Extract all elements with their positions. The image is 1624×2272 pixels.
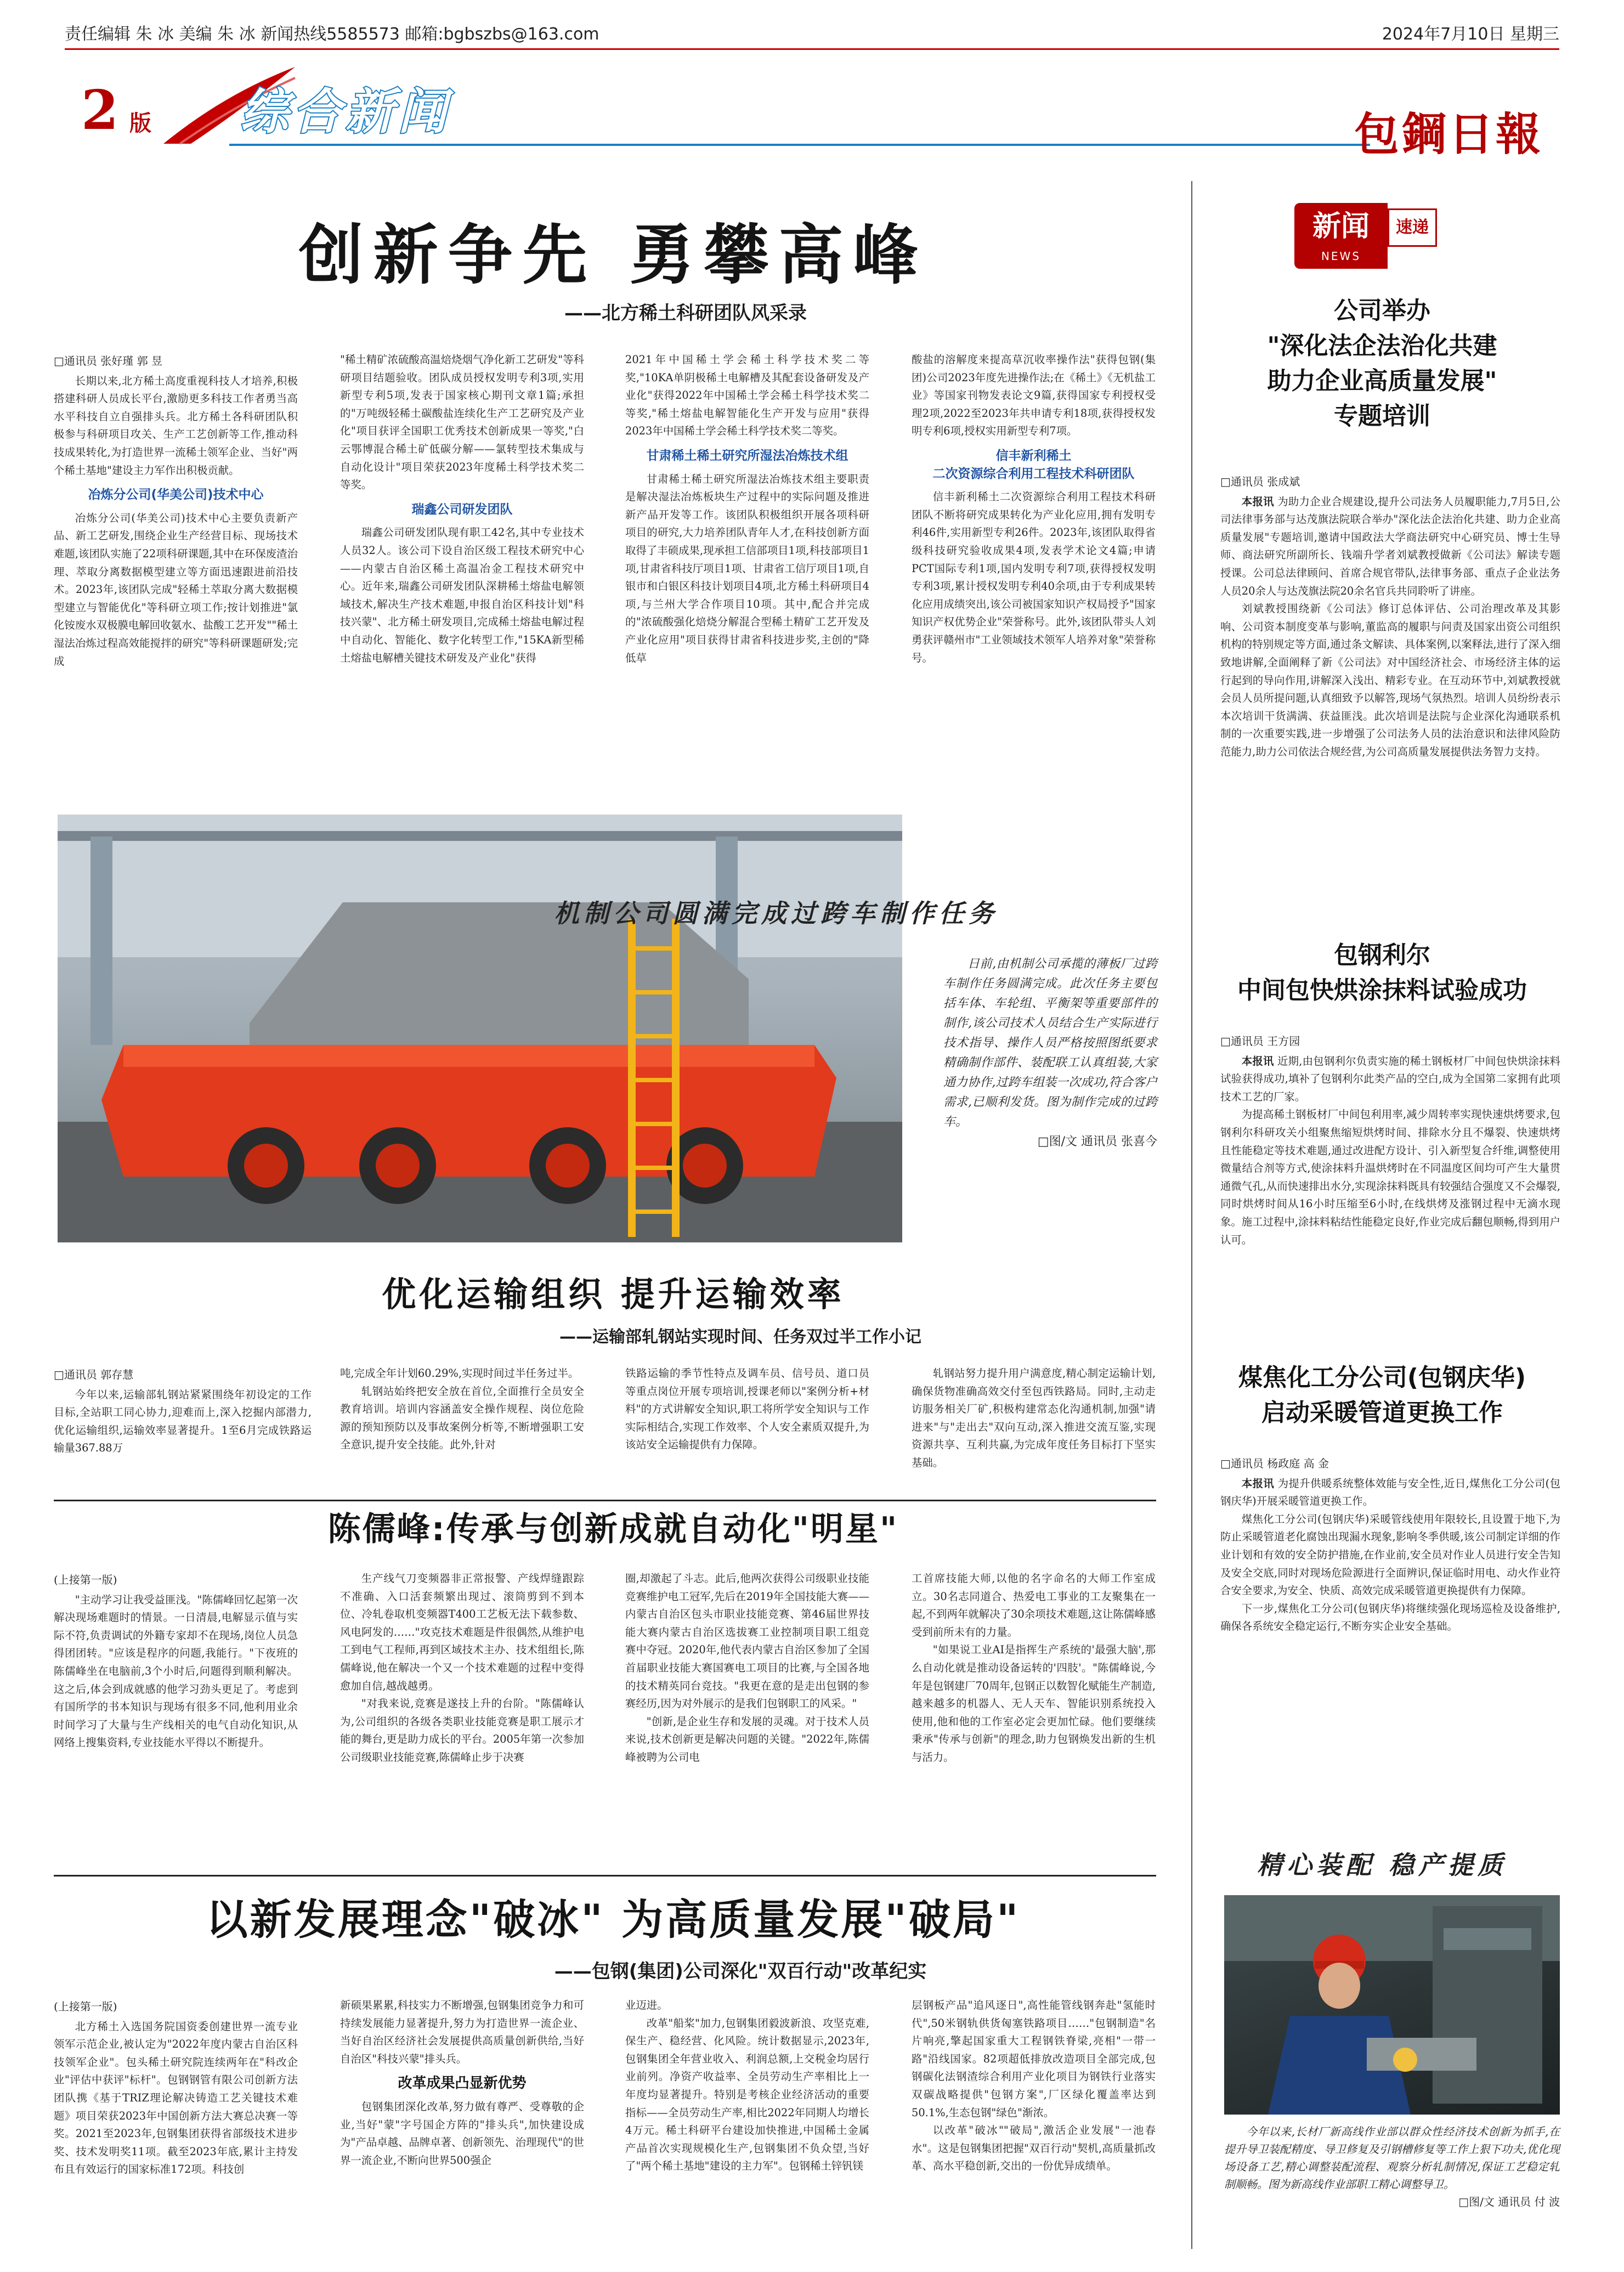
article1-col1 xyxy=(54,351,298,670)
paragraph: 轧钢站始终把安全放在首位,全面推行全员安全教育培训。培训内容涵盖安全操作规程、岗位危险源的预知预防以及事故案例分析等,不断增强职工安全意识,提升安全技能。此外,针对 xyxy=(340,1384,584,1451)
section-divider xyxy=(54,1875,1156,1877)
transfer-car-illustration xyxy=(58,815,902,1242)
paragraph: "如果说工业AI是指挥生产系统的'最强大脑',那么自动化就是推动设备运转的'四肢'。"陈儒峰说,今年是包钢建厂70周年,包钢正以数智化赋能生产制造,越来越多的机器人、无人天车、智能识别系统投入使用,他和他的工作室必定会更加忙碌。他们要继续秉承"传承与创新"的理念,助力包钢焕发出新的生机与活力。 xyxy=(912,1643,1156,1764)
article3-col3 xyxy=(625,1570,869,1767)
paragraph: "对我来说,竞赛是遂技上升的台阶。"陈儒峰认为,公司组织的各级各类职业技能竞赛是职工展示才能的舞台,更是助力成长的平台。2005年第一次参加公司级职业技能竞赛,陈儒峰止步于决赛 xyxy=(340,1697,584,1764)
paragraph: 今年以来,运输部轧钢站紧紧围绕年初设定的工作目标,全站职工同心协力,迎难而上,深入挖掘内部潜力,优化运输组织,运输效率显著提升。1至6月完成铁路运输量367.88万 xyxy=(54,1388,312,1455)
newspaper-logo: 包鋼日報 xyxy=(1354,108,1543,161)
paragraph: 2021年中国稀土学会稀土科学技术奖二等奖,"10KA单阴极稀土电解槽及其配套设备研发及产业化"获得2022年中国稀土学会稀土科学技术奖二等奖,"稀土熔盐电解智能化生产开发与应用"获得2023年中国稀土学会稀土科学技术奖二等奖。 xyxy=(625,353,869,438)
side-story2-title-line: 包钢利尔 xyxy=(1334,941,1430,969)
paragraph: 新硕果累累,科技实力不断增强,包钢集团竞争力和可持续发展能力显著提升,努力为打造世界一流企业、当好自治区经济社会发展提供高质量创新供给,当好自治区"科技兴蒙"排头兵。 xyxy=(340,1999,584,2065)
section-banner xyxy=(65,61,1559,161)
side-story1-title-line: 专题培训 xyxy=(1334,402,1430,430)
side-story2-byline: □通讯员 王方园 xyxy=(1220,1035,1300,1048)
article3-continued: (上接第一版) xyxy=(54,1573,117,1586)
news-en-label: NEWS xyxy=(1321,250,1361,263)
article3-col1 xyxy=(54,1570,298,1752)
article4-col2 xyxy=(340,1997,584,2169)
side-story1-body: □通讯员 张成斌 本报讯 为助力企业合规建设,提升公司法务人员履职能力,7月5日,公司法律事务部与达茂旗法院联合举办"深化法企法治化共建、助力企业高质量发展"专题培训,邀请中国政法大学商法研究中心研究员、博士生导师、商法研究所副所长、钱端升学者刘斌教授做新《公司法》解读专题授课。公司总法律顾问、首席合规官带队,法律事务部、重点子企业法务人员20余人与达茂旗法院20余名官兵共同聆听了讲座。 刘斌教授围绕新《公司法》修订总体评估、公司治理改革及其影响、公司资本制度变革与影响,董监高的履职与问责及国家出资公司组织机构的特别规定等方面,通过条文解读、具体案例,以案释法,进行了深入细致地讲解,全面阐释了新《公司法》对中国经济社会、市场经济主体的运行起到的导向作用,讲解深入浅出、精彩专业。在互动环节中,刘斌教授就会员人员所提问题,认真细致予以解答,现场气氛热烈。培训人员纷纷表示本次培训干货满满、获益匪浅。此次培训是法院与企业深化沟通联系机制的一次重要实践,进一步增强了公司法务人员的法治意识和法律风险防范能力,助力公司依法合规经营,为公司高质量发展提供法务智力支持。 xyxy=(1220,472,1560,761)
photo2-credit: □图/文 通讯员 付 波 xyxy=(1458,2195,1560,2208)
news-label: 新闻 xyxy=(1294,203,1388,269)
side-story2-body: □通讯员 王方园 本报讯 近期,由包钢利尔负责实施的稀土钢板材厂中间包快烘涂抹料试验获得成功,填补了包钢利尔此类产品的空白,成为全国第二家拥有此项技术工艺的厂家。 为提高稀土钢板材厂中间包利用率,减少周转率实现快速烘烤要求,包钢利尔科研攻关小组聚焦缩短烘烤时间、排除水分且不爆裂、快速烘烤且性能稳定等技术难题,通过改进配方设计、引入新型复合纤维,调整使用微量结合剂等方式,使涂抹料升温烘烤时在不同温度区间均可产生大量贯通微气孔,从而快速排出水分,实现涂抹料既具有较强结合强度又不会爆裂,同时烘烤时间从16小时压缩至6小时,在线烘烤及涨钢过程中无滴水现象。施工过程中,涂抹料粘结性能稳定良好,作业完成后翻包顺畅,得到用户认可。 xyxy=(1220,1031,1560,1249)
header-divider xyxy=(65,48,1559,50)
photo-worker-adjusting xyxy=(1224,1895,1560,2115)
paragraph: 下一步,煤焦化工分公司(包钢庆华)将继续强化现场巡检及设备维护,确保各系统安全稳定运行,不断夯实企业安全基础。 xyxy=(1220,1602,1560,1633)
paragraph: 铁路运输的季节性特点及调车员、信号员、道口员等重点岗位开展专项培训,授课老师以"案例分析+材料"的方式讲解安全知识,职工将所学安全知识与工作实际相结合,实现工作效率、个人安全素质双提升,为该站安全运输提供有力保障。 xyxy=(625,1367,869,1451)
article3-col2 xyxy=(340,1570,584,1767)
article2-col3 xyxy=(625,1365,869,1454)
section-divider xyxy=(54,1500,1156,1501)
header-bar xyxy=(65,22,1559,44)
photo2-caption: 今年以来,长材厂新高线作业部以群众性经济技术创新为抓手,在提升导卫装配精度、导卫修复及引钢槽修复等工作上狠下功夫,优化现场设备工艺,精心调整装配流程、观察分析轧制情况,保证工艺稳定轧制顺畅。图为新高线作业部职工精心调整导卫。 xyxy=(1224,2125,1560,2191)
article3-title: 陈儒峰:传承与创新成就自动化"明星" xyxy=(327,1510,899,1548)
photo2-caption-box xyxy=(1224,2123,1560,2211)
side-story2-title-line: 中间包快烘涂抹料试验成功 xyxy=(1237,976,1527,1004)
article4-subtitle: ——包钢(集团)公司深化"双百行动"改革纪实 xyxy=(554,1960,927,1982)
article4-title: 以新发展理念"破冰" 为高质量发展"破局" xyxy=(206,1895,1021,1944)
paragraph: 为提升供暖系统整体效能与安全性,近日,煤焦化工分公司(包钢庆华)开展采暖管道更换工作。 xyxy=(1220,1477,1560,1508)
paragraph: 为提高稀土钢板材厂中间包利用率,减少周转率实现快速烘烤要求,包钢利尔科研攻关小组聚焦缩短烘烤时间、排除水分且不爆裂、快速烘烤且性能稳定等技术难题,通过改进配方设计、引入新型复合纤维,调整使用微量结合剂等方式,使涂抹料升温烘烤时在不同温度区间均可产生大量贯通微气孔,从而快速排出水分,实现涂抹料既具有较强结合强度又不会爆裂,同时烘烤时间从16小时压缩至6小时,在线烘烤及涨钢过程中无滴水现象。施工过程中,涂抹料粘结性能稳定良好,作业完成后翻包顺畅,得到用户认可。 xyxy=(1220,1108,1560,1246)
paragraph: 以改革"破冰""破局",激活企业发展"一池春水"。这是包钢集团把握"双百行动"契机,高质量抓改革、高水平稳创新,交出的一份优异成绩单。 xyxy=(912,2124,1156,2173)
header-date: 2024年7月10日 星期三 xyxy=(1382,25,1559,44)
article4-col1 xyxy=(54,1997,298,2179)
news-sub-label: 速递 xyxy=(1388,208,1437,247)
paragraph: 业迈进。 xyxy=(625,1999,668,2011)
article1-subhead: 瑞鑫公司研发团队 xyxy=(411,502,513,517)
paragraph: "主动学习让我受益匪浅。"陈儒峰回忆起第一次解决现场难题时的情景。一日清晨,电解显示值与实际不符,负责调试的外籍专家却不在现场,岗位人员急得团团转。"应该是程序的问题,我能行。"下夜班的陈儒峰坐在电脑前,3个小时后,问题得到顺利解决。这之后,体会到成就感的他学习劲头更足了。考虑到有国所学的书本知识与现场有很多不同,他利用业余时间学习了大量与生产线相关的电气自动化知识,从网络上搜集资料,专业技能水平得以不断提升。 xyxy=(54,1593,298,1749)
side-story1-title-line: "深化法企法治化共建 xyxy=(1267,332,1497,360)
article2-title: 优化运输组织 提升运输效率 xyxy=(382,1274,845,1314)
paragraph: 为助力企业合规建设,提升公司法务人员履职能力,7月5日,公司法律事务部与达茂旗法院联合举办"深化法企法治化共建、助力企业高质量发展"专题培训,邀请中国政法大学商法研究中心研究员、博士生导师、商法研究所副所长、钱端升学者刘斌教授做新《公司法》解读专题授课。公司总法律顾问、首席合规官带队,法律事务部、重点子企业法务人员20余人与达茂旗法院20余名官兵共同聆听了讲座。 xyxy=(1220,495,1560,597)
news-express-badge xyxy=(1294,197,1459,269)
side-story1-byline: □通讯员 张成斌 xyxy=(1220,475,1300,488)
photo1-credit: □图/文 通讯员 张喜今 xyxy=(1037,1135,1157,1149)
paragraph: 长期以来,北方稀土高度重视科技人才培养,积极搭建科研人员成长平台,激励更多科技工作者勇当高水平科技自立自强排头兵。北方稀土各科研团队积极参与科研项目攻关、生产工艺创新等工作,推动科技成果转化,为打造世界一流稀土领军企业、当好"两个稀土基地"建设主力军作出积极贡献。 xyxy=(54,374,298,477)
side-story3-body: □通讯员 杨政庭 高 金 本报讯 为提升供暖系统整体效能与安全性,近日,煤焦化工分公司(包钢庆华)开展采暖管道更换工作。 煤焦化工分公司(包钢庆华)采暖管线使用年限较长,且设置于地下,为防止采暖管道老化腐蚀出现漏水现象,影响冬季供暖,该公司制定详细的作业计划和有效的安全防护措施,在作业前,安全员对作业人员进行安全告知及安全交底,同时对现场危险源进行全面辨识,保证临时用电、动火作业符合安全要求,为安全、快质、高效完成采暖管道更换提供有力保障。 下一步,煤焦化工分公司(包钢庆华)将继续强化现场巡检及设备维护,确保各系统安全稳定运行,不断夯实企业安全基础。 xyxy=(1220,1454,1560,1636)
header-editor-info: 责任编辑 朱 冰 美编 朱 冰 新闻热线5585573 邮箱:bgbszbs@163.com xyxy=(65,25,599,44)
paragraph: 圈,却激起了斗志。此后,他两次获得公司级职业技能竞赛维护电工冠军,先后在2019年全国技能大赛——内蒙古自治区包头市职业技能竞赛、第46届世界技能大赛内蒙古自治区选拔赛工业控制项目职工组竞赛中夺冠。2020年,他代表内蒙古自治区参加了全国首届职业技能大赛国赛电工项目的比赛,与全国各地的技术精英同台竞技。"我更在意的是走出包钢的参赛经历,因为对外展示的是我们包钢职工的风采。" xyxy=(625,1572,869,1710)
article2-col4 xyxy=(912,1365,1156,1472)
paragraph: 酸盐的溶解度来提高草沉收率操作法"获得包钢(集团)公司2023年度先进操作法;在《稀土》《无机盐工业》等国家刊物发表论文9篇,获得国家专利授权受理2项,2022至2023年共申请专利18项,获得授权发明专利6项,授权实用新型专利7项。 xyxy=(912,353,1156,438)
photo1-caption-box xyxy=(943,954,1157,1152)
article1-subhead: 二次资源综合利用工程技术科研团队 xyxy=(932,466,1135,481)
article1-subtitle: ——北方稀土科研团队风采录 xyxy=(564,302,807,324)
side-story3-title-line: 煤焦化工分公司(包钢庆华) xyxy=(1238,1364,1526,1392)
paragraph: 瑞鑫公司研发团队现有职工42名,其中专业技术人员32人。该公司下设自治区级工程技术研究中心——内蒙古自治区稀土高温冶金工程技术研究中心。近年来,瑞鑫公司研发团队深耕稀土熔盐电解领域技术,解决生产技术难题,申报自治区科技计划"科技兴蒙"、北方稀土研发项目,完成稀土熔盐电解过程中自动化、智能化、数字化转型工作,"15KA新型稀土熔盐电解槽关键技术研发及产业化"获得 xyxy=(340,526,584,664)
article1-col4 xyxy=(912,351,1156,667)
page-number: 2 xyxy=(81,79,119,142)
article1-subhead: 冶炼分公司(华美公司)技术中心 xyxy=(88,488,264,502)
paragraph: 近期,由包钢利尔负责实施的稀土钢板材厂中间包快烘涂抹料试验获得成功,填补了包钢利尔此类产品的空白,成为全国第二家拥有此项技术工艺的厂家。 xyxy=(1220,1054,1560,1103)
paragraph: 刘斌教授围绕新《公司法》修订总体评估、公司治理改革及其影响、公司资本制度变革与影响,董监高的履职与问责及国家出资公司组织机构的特别规定等方面,通过条文解读、具体案例,以案释法,进行了深入细致地讲解,全面阐释了新《公司法》对中国经济社会、市场经济主体的运行起到的导向作用,讲解深入浅出、精彩专业。在互动环节中,刘斌教授就会员人员所提问题,认真细致予以解答,现场气氛热烈。培训人员纷纷表示本次培训干货满满、获益匪浅。此次培训是法院与企业深化沟通联系机制的一次重要实践,进一步增强了公司法务人员的法治意识和法律风险防范能力,助力公司依法合规经营,为公司高质量发展提供法务智力支持。 xyxy=(1220,602,1560,758)
paragraph: 改革"船桨"加力,包钢集团毅波新浪、攻坚克难,保生产、稳经营、化风险。统计数据显示,2023年,包钢集团全年营业收入、利润总额,上交税金均居行业前列。净资产收益率、全员劳动生产率相比上一年度均显著提升。特别是考核企业经济活动的重要指标——全员劳动生产率,相比2022年同期人均增长4万元。稀土科研平台建设加快推进,中国稀土金属产品首次实现规模化生产,包钢集团不负众望,当好了"两个稀土基地"建设的主力军"。包钢稀土锌钒镁 xyxy=(625,2016,869,2173)
paragraph: "创新,是企业生存和发展的灵魂。对于技术人员来说,技术创新更是解决问题的关键。"2022年,陈儒峰被聘为公司电 xyxy=(625,1715,869,1764)
paragraph: 工首席技能大师,以他的名字命名的大师工作室成立。30名志同道合、热爱电工事业的工友聚集在一起,不到两年就解决了30余项技术难题,这让陈儒峰感受到前所未有的力量。 xyxy=(912,1572,1156,1638)
paragraph: 北方稀土入选国务院国资委创建世界一流专业领军示范企业,被认定为"2022年度内蒙古自治区科技领军企业"。包头稀土研究院连续两年在"科改企业"评估中获评"标杆"。包钢钢管有限公司创新方法团队携《基于TRIZ理论解决铸造工艺关键技术难题》项目荣获2023年中国创新方法大赛总决赛一等奖。2021至2023年,包钢集团获得省部级技术进步奖、技术发明奖11项。截至2023年底,累计主持发布且有效运行的国家标准172项。科技创 xyxy=(54,2020,298,2176)
article2-col1 xyxy=(54,1365,312,1457)
article2-subtitle: ——运输部轧钢站实现时间、任务双过半工作小记 xyxy=(559,1327,921,1347)
article4-col3 xyxy=(625,1997,869,2175)
article4-subhead: 改革成果凸显新优势 xyxy=(398,2075,527,2092)
banner-rule xyxy=(229,144,1370,146)
side-story1-headline xyxy=(1207,293,1558,434)
article3-col4 xyxy=(912,1570,1156,1767)
photo-transfer-car xyxy=(58,815,902,1242)
article1-subhead: 信丰新利稀土 xyxy=(995,448,1072,463)
paragraph: 甘肃稀土稀土研究所湿法冶炼技术组主要职责是解决湿法冶炼板块生产过程中的实际问题及推进新产品开发等工作。该团队积极组织开展各项科研项目的研究,大力培养团队青年人才,在科技创新方面取得了丰硕成果,现承担工信部项目1项,科技部项目1项,甘肃省科技厅项目1项、甘肃省工信厅项目1项,自银市和白银区科技计划项目4项,北方稀土科研项目4项,与兰州大学合作项目10项。其中,配合并完成的"浓硫酸强化焙烧分解混合型稀土精矿工艺开发及产业化应用"项目获得甘肃省科技进步奖,主创的"降低草 xyxy=(625,472,869,664)
side-story3-byline: □通讯员 杨政庭 高 金 xyxy=(1220,1457,1329,1470)
article2-col2 xyxy=(340,1365,584,1454)
article1-byline: □通讯员 张好瑾 郭 昱 xyxy=(54,354,162,368)
photo1-title: 机制公司圆满完成过跨车制作任务 xyxy=(554,898,998,928)
paragraph: 吨,完成全年计划60.29%,实现时间过半任务过半。 xyxy=(340,1367,579,1380)
article4-continued: (上接第一版) xyxy=(54,2000,117,2013)
paragraph: "稀土精矿浓硫酸高温焙烧烟气净化新工艺研发"等科研项目结题验收。团队成员授权发明专利3项,实用新型专利5项,发表于国家核心期刊文章1篇;承担的"万吨级轻稀土碳酸盐连续化生产工艺研究及产业化"项目获评全国职工优秀技术创新成果一等奖,"白云鄂博混合稀土矿低碳分解——氯转型技术集成与自动化设计"项目荣获2023年度稀土科学技术奖二等奖。 xyxy=(340,353,584,491)
article2-byline: □通讯员 郭存慧 xyxy=(54,1368,134,1381)
article4-col4 xyxy=(912,1997,1156,2175)
article1-col2 xyxy=(340,351,584,667)
side-story2-headline xyxy=(1207,938,1558,1008)
page-suffix: 版 xyxy=(129,110,151,136)
paragraph: 煤焦化工分公司(包钢庆华)采暖管线使用年限较长,且设置于地下,为防止采暖管道老化腐蚀出现漏水现象,影响冬季供暖,该公司制定详细的作业计划和有效的安全防护措施,在作业前,安全员对作业人员进行安全告知及安全交底,同时对现场危险源进行全面辨识,保证临时用电、动火作业符合安全要求,为安全、快质、高效完成采暖管道更换提供有力保障。 xyxy=(1220,1512,1560,1597)
photo2-title: 精心装配 稳产提质 xyxy=(1257,1850,1507,1880)
sidebar-divider xyxy=(1191,181,1192,2249)
article1-subhead: 甘肃稀土稀土研究所湿法冶炼技术组 xyxy=(646,448,848,463)
photo1-caption: 日前,由机制公司承揽的薄板厂过跨车制作任务圆满完成。此次任务主要包括车体、车轮组、平衡架等重要部件的制作,该公司技术人员结合生产实际进行技术指导、操作人员严格按照图纸要求精确制作部件、装配联工认真组装,大家通力协作,过跨车组装一次成功,符合客户需求,已顺利发货。图为制作完成的过跨车。 xyxy=(943,957,1157,1129)
side-story1-title-line: 助力企业高质量发展" xyxy=(1267,367,1497,395)
side-story3-headline xyxy=(1207,1360,1558,1431)
paragraph: 轧钢站努力提升用户满意度,精心制定运输计划,确保货物准确高效交付至包西铁路局。同时,主动走访服务相关厂矿,积极构建常态化沟通机制,加强"请进来"与"走出去"双向互动,深入推进交流互鉴,实现资源共享、互利共赢,为完成年度任务目标打下坚实基础。 xyxy=(912,1367,1156,1469)
section-title: 综合新闻 xyxy=(240,83,451,140)
article1-col3 xyxy=(625,351,869,667)
worker-illustration xyxy=(1224,1895,1560,2115)
paragraph: 信丰新利稀土二次资源综合利用工程技术科研团队不断将研究成果转化为产业化应用,拥有发明专利46件,实用新型专利26件。2023年,该团队取得省级科技研究验收成果4项,发表学术论文4篇;申请PCT国际专利1项,国内发明专利7项,获得授权发明专利3项,累计授权发明专利40余项,由于专利成果转化应用成绩突出,该公司被国家知识产权局授予"国家知识产权优势企业"荣誉称号。此外,该团队带头人刘勇获评赣州市"工业领域技术领军人培养对象"荣誉称号。 xyxy=(912,490,1156,664)
paragraph: 层钢板产品"追风逐日",高性能管线钢奔赴"氢能时代",50米钢轨供货匈塞铁路项目……"包钢制造"名片响亮,擎起国家重大工程钢铁脊梁,亮相"一带一路"沿线国家。82项超低排放改造项目全部完成,包钢碳化法钢渣综合利用产业化项目为钢铁行业落实双碳战略提供"包钢方案",厂区绿化覆盖率达到50.1%,生态包钢"绿色"渐浓。 xyxy=(912,1999,1156,2119)
article1-title: 创新争先 勇攀高峰 xyxy=(298,217,928,293)
paragraph: 生产线气刀变频器非正常报警、产线焊缝跟踪不准确、入口活套频繁出现过、滚筒剪到不到本位、冷轧卷取机变频器T400工艺板无法下载参数、风电阿发的……"攻克技术难题是件很偶然,从维护电工到电气工程师,再到区域技术主办、技术组组长,陈儒峰说,他在解决一个又一个技术难题的过程中变得愈加自信,越战越勇。 xyxy=(340,1572,584,1692)
side-story1-title-line: 公司举办 xyxy=(1334,297,1430,325)
paragraph: 包钢集团深化改革,努力做有尊严、受尊敬的企业,当好"蒙"字号国企方阵的"排头兵",加快建设成为"产品卓越、品牌卓著、创新领先、治理现代"的世界一流企业,不断向世界500强企 xyxy=(340,2100,584,2167)
paragraph: 冶炼分公司(华美公司)技术中心主要负责新产品、新工艺研发,围绕企业生产经营目标、现场技术难题,该团队实施了22项科研课题,其中在环保废渣治理、萃取分离数据模型建立等方面迅速跟进前沿技术。2023年,该团队完成"轻稀土萃取分离大数据模型建立与智能优化"等科研立项工作;按计划推进"氯化铵废水双极膜电解回收氨水、盐酸工艺开发""稀土湿法冶炼过程高效能搅拌的研究"等科研课题研发;完成 xyxy=(54,511,298,668)
side-story3-title-line: 启动采暖管道更换工作 xyxy=(1261,1399,1503,1427)
